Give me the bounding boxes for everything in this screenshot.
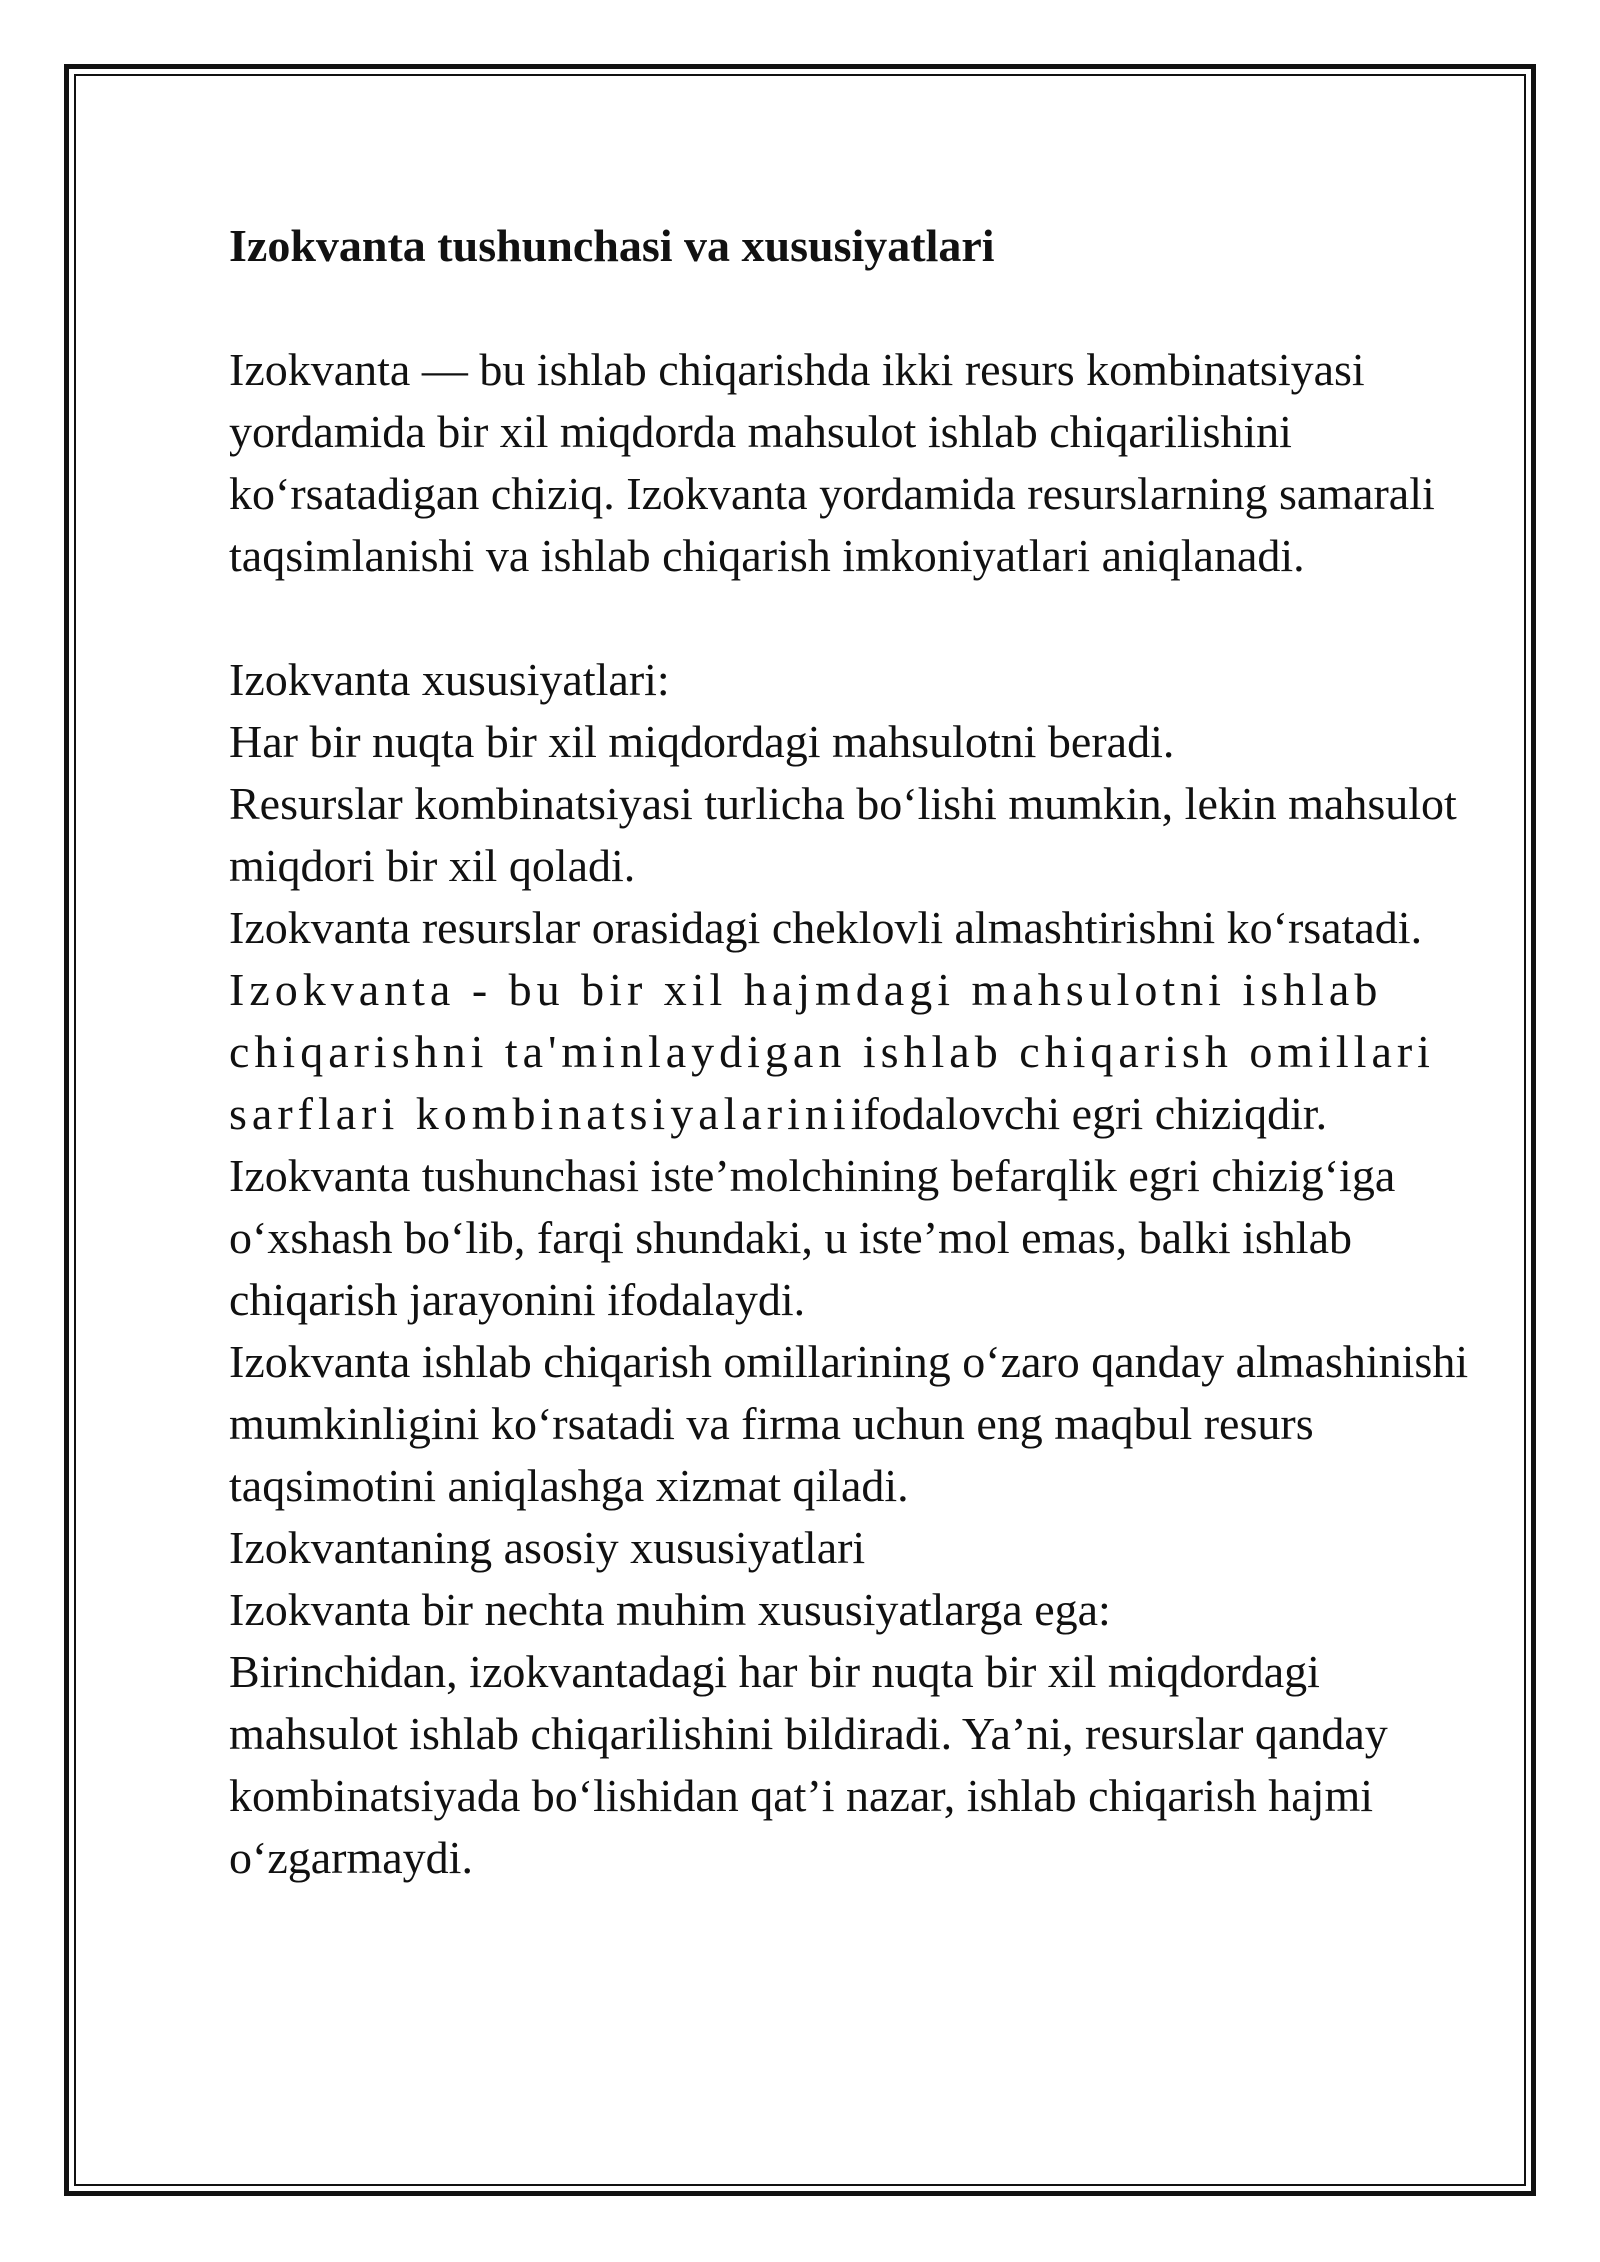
first-property-paragraph: Birinchidan, izokvantadagi har bir nuqta bir xil miqdordagi mahsulot ishlab chiqarilishini bildiradi. Ya’ni, resurslar qanday kombinatsiyada boʻlishidan qat’i nazar, ishlab chiqarish hajmi oʻzgarmaydi.: [229, 1646, 1388, 1883]
intro-paragraph: Izokvanta — bu ishlab chiqarishda ikki resurs kombinatsiyasi yordamida bir xil miqdorda mahsulot ishlab chiqarilishini koʻrsatadigan chiziq. Izokvanta yordamida resurslarning samarali taqsimlanishi va ishlab chiqarish imkoniyatlari aniqlanadi.: [229, 344, 1435, 581]
main-properties-heading: Izokvantaning asosiy xususiyatlari: [229, 1522, 866, 1573]
document-body: [229, 215, 1489, 1889]
document-title: Izokvanta tushunchasi va xususiyatlari: [229, 220, 995, 271]
section-heading: Izokvanta xususiyatlari:: [229, 654, 670, 705]
property-3: [229, 897, 1489, 1145]
property-3-end: ifodalovchi egri chiziqdir.: [850, 1088, 1328, 1139]
property-3-start: Izokvanta resurslar orasidagi cheklovli almashtirishni koʻrsatadi.: [229, 902, 1423, 953]
property-1: Har bir nuqta bir xil miqdordagi mahsulotni beradi.: [229, 716, 1175, 767]
consumer-comparison-paragraph: Izokvanta tushunchasi iste’molchining befarqlik egri chizigʻiga oʻxshash boʻlib, farqi shundaki, u iste’mol emas, balki ishlab chiqarish jarayonini ifodalaydi.: [229, 1150, 1396, 1325]
property-2: Resurslar kombinatsiyasi turlicha boʻlishi mumkin, lekin mahsulot miqdori bir xil qoladi.: [229, 778, 1457, 891]
main-properties-intro: Izokvanta bir nechta muhim xususiyatlarga ega:: [229, 1584, 1111, 1635]
factor-exchange-paragraph: Izokvanta ishlab chiqarish omillarining oʻzaro qanday almashinishi mumkinligini koʻrsatadi va firma uchun eng maqbul resurs taqsimotini aniqlashga xizmat qiladi.: [229, 1336, 1469, 1511]
property-3-spaced-text: Izokvanta - bu bir xil hajmdagi mahsulotni ishlab chiqarishni ta'minlaydigan ishlab chiqarish omillari sarflari kombinatsiyalarini: [229, 964, 1435, 1139]
